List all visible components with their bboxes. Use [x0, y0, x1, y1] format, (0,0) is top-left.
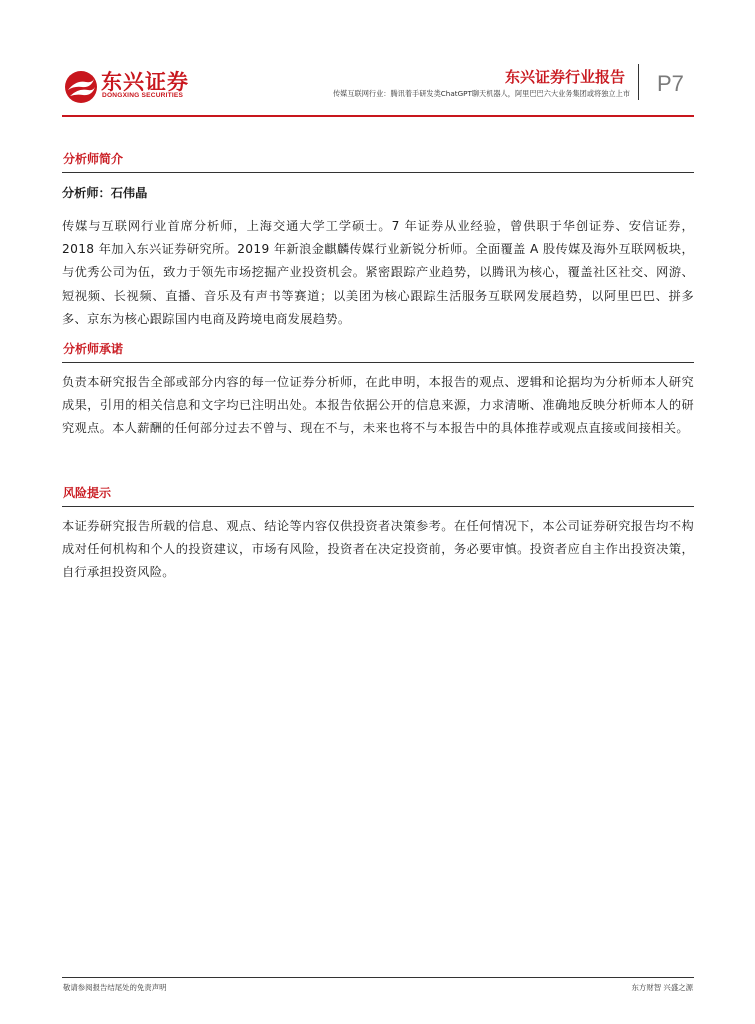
logo-text-cn: 东兴证券	[101, 70, 189, 94]
section-analyst-commitment	[62, 340, 694, 441]
report-brand-title: 东兴证券行业报告	[504, 68, 625, 86]
page-number: P7	[657, 71, 684, 96]
dongxing-logo-icon	[64, 70, 98, 104]
section-analyst-intro	[62, 150, 694, 331]
section-title: 风险提示	[63, 486, 112, 500]
page-header	[0, 0, 755, 120]
footer-disclaimer-note: 敬请参阅报告结尾处的免责声明	[63, 983, 167, 992]
section-rule	[62, 362, 694, 363]
section-risk-warning	[62, 484, 694, 585]
footer-rule	[62, 977, 694, 978]
analyst-intro-body: 传媒与互联网行业首席分析师，上海交通大学工学硕士。7 年证券从业经验，曾供职于华创证券、安信证券，2018 年加入东兴证券研究所。2019 年新浪金麒麟传媒行业新锐分析师。全面覆盖 A 股传媒及海外互联网板块，与优秀公司为伍，致力于领先市场挖掘产业投资机会。紧密跟踪产业趋势，以腾讯为核心，覆盖社区社交、网游、短视频、长视频、直播、音乐及有声书等赛道；以美团为核心跟踪生活服务互联网发展趋势，以阿里巴巴、拼多多、京东为核心跟踪国内电商及跨境电商发展趋势。	[62, 219, 694, 326]
header-divider	[638, 64, 639, 100]
analyst-name: 分析师：石伟晶	[62, 186, 148, 200]
logo-text-en: DONGXING SECURITIES	[102, 92, 184, 99]
section-title: 分析师承诺	[63, 342, 124, 356]
analyst-commitment-body: 负责本研究报告全部或部分内容的每一位证券分析师，在此申明，本报告的观点、逻辑和论据均为分析师本人研究成果，引用的相关信息和文字均已注明出处。本报告依据公开的信息来源，力求清晰、准确地反映分析师本人的研究观点。本人薪酬的任何部分过去不曾与、现在不与，未来也将不与本报告中的具体推荐或观点直接或间接相关。	[62, 375, 694, 436]
footer-slogan: 东方财智 兴盛之源	[631, 983, 693, 992]
report-subtitle: 传媒互联网行业：腾讯着手研发类ChatGPT聊天机器人，阿里巴巴六大业务集团或将独立上市	[332, 89, 630, 98]
section-title: 分析师简介	[63, 152, 124, 166]
section-rule	[62, 172, 694, 173]
section-rule	[62, 506, 694, 507]
risk-warning-body: 本证券研究报告所载的信息、观点、结论等内容仅供投资者决策参考。在任何情况下，本公司证券研究报告均不构成对任何机构和个人的投资建议，市场有风险，投资者在决定投资前，务必要审慎。投资者应自主作出投资决策，自行承担投资风险。	[62, 519, 694, 580]
header-rule	[62, 115, 694, 117]
